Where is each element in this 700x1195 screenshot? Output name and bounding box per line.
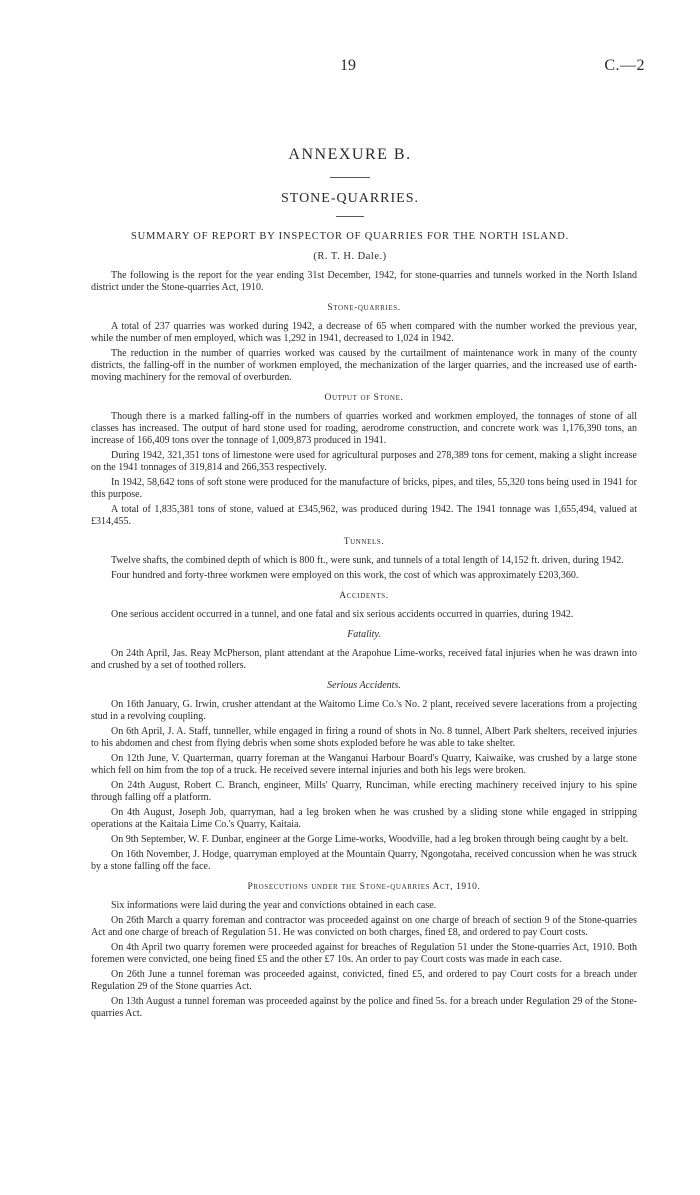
paragraph: Four hundred and forty-three workmen were employed on this work, the cost of which was approximately £203,360. xyxy=(111,570,579,581)
section-heading-stone-quarries: Stone-quarries. xyxy=(327,303,401,313)
divider-rule xyxy=(330,177,370,178)
section-heading-prosecutions: Prosecutions under the Stone-quarries Act, 1910. xyxy=(247,882,481,892)
intro-paragraph: The following is the report for the year ending 31st December, 1942, for stone-quarries and tunnels worked in the North Island district under the Stone-quarries Act, 1910. xyxy=(91,270,637,293)
report-body xyxy=(91,270,637,1023)
paragraph: The reduction in the number of quarries worked was caused by the curtailment of maintenance work in many of the county districts, the falling-off in the number of workmen employed, the mechanization of the larger quarries, and the increased use of earth-moving machinery for the removal of overburden. xyxy=(91,348,637,383)
section-heading-output: Output of Stone. xyxy=(324,393,404,403)
paragraph: On 12th June, V. Quarterman, quarry foreman at the Wanganui Harbour Board's Quarry, Kaiwaike, was crushed by a large stone which fell on him from the top of a truck. He received severe internal injuries and both his legs were broken. xyxy=(91,753,637,776)
paragraph: On 16th January, G. Irwin, crusher attendant at the Waitomo Lime Co.'s No. 2 plant, received severe lacerations from a projecting stud in a revolving coupling. xyxy=(91,699,637,722)
paragraph: On 4th August, Joseph Job, quarryman, had a leg broken when he was crushed by a sliding stone while engaged in stripping operations at the Kaitaia Lime Co.'s Quarry, Kaitaia. xyxy=(91,807,637,830)
paragraph: On 6th April, J. A. Staff, tunneller, while engaged in firing a round of shots in No. 8 tunnel, Albert Park shelters, received injuries to his abdomen and chest from flying debris when some shots exploded before he was able to take shelter. xyxy=(91,726,637,749)
paragraph: A total of 1,835,381 tons of stone, valued at £345,962, was produced during 1942. The 1941 tonnage was 1,655,494, valued at £314,455. xyxy=(91,504,637,527)
paragraph: On 26th June a tunnel foreman was proceeded against, convicted, fined £5, and ordered to pay Court costs for a breach under Regulation 29 of the Stone quarries Act. xyxy=(91,969,637,992)
paragraph: On 26th March a quarry foreman and contractor was proceeded against on one charge of breach of section 9 of the Stone-quarries Act and one charge of breach of Regulation 51. He was convicted on both charges, fined £8, and ordered to pay Court costs. xyxy=(91,915,637,938)
paragraph: On 4th April two quarry foremen were proceeded against for breaches of Regulation 51 under the Stone-quarries Act, 1910. Both foremen were convicted, one being fined £5 and the other £7 10s. An order to pay Court costs was made in each case. xyxy=(91,942,637,965)
paragraph: Twelve shafts, the combined depth of which is 800 ft., were sunk, and tunnels of a total length of 14,152 ft. driven, during 1942. xyxy=(111,555,624,566)
paragraph: Six informations were laid during the year and convictions obtained in each case. xyxy=(111,900,437,911)
paragraph: On 24th April, Jas. Reay McPherson, plant attendant at the Arapohue Lime-works, received fatal injuries when he was drawn into and crushed by a set of toothed rollers. xyxy=(91,648,637,671)
paragraph: On 13th August a tunnel foreman was proceeded against by the police and fined 5s. for a breach under Regulation 29 of the Stone-quarries Act. xyxy=(91,996,637,1019)
section-heading-fatality: Fatality. xyxy=(347,629,381,640)
paragraph: During 1942, 321,351 tons of limestone were used for agricultural purposes and 278,389 tons for cement, making a slight increase on the 1941 tonnages of 319,814 and 266,353 respectively. xyxy=(91,450,637,473)
paragraph: On 24th August, Robert C. Branch, engineer, Mills' Quarry, Runciman, while erecting machinery received injury to his spine through falling off a platform. xyxy=(91,780,637,803)
paragraph: On 16th November, J. Hodge, quarryman employed at the Mountain Quarry, Ngongotaha, received concussion when he was struck by a stone falling off the face. xyxy=(91,849,637,872)
divider-rule xyxy=(336,216,364,217)
section-heading-serious-accidents: Serious Accidents. xyxy=(327,680,401,691)
page-number: 19 xyxy=(340,57,356,74)
paragraph: One serious accident occurred in a tunnel, and one fatal and six serious accidents occurred in quarries, during 1942. xyxy=(111,609,574,620)
paragraph: A total of 237 quarries was worked during 1942, a decrease of 65 when compared with the number worked the previous year, while the number of men employed, which was 1,292 in 1941, decreased to 1,024 in 1942. xyxy=(91,321,637,344)
document-title: STONE-QUARRIES. xyxy=(280,191,420,206)
paragraph: In 1942, 58,642 tons of soft stone were produced for the manufacture of bricks, pipes, and tiles, 55,320 tons being used in 1941 for this purpose. xyxy=(91,477,637,500)
annex-heading: ANNEXURE B. xyxy=(288,146,412,163)
section-heading-tunnels: Tunnels. xyxy=(343,537,385,547)
section-heading-accidents: Accidents. xyxy=(339,591,389,601)
paragraph: On 9th September, W. F. Dunbar, engineer at the Gorge Lime-works, Woodville, had a leg broken through being caught by a belt. xyxy=(111,834,629,845)
inspector-name: (R. T. H. Dale.) xyxy=(313,251,387,262)
summary-heading: SUMMARY OF REPORT BY INSPECTOR OF QUARRIES FOR THE NORTH ISLAND. xyxy=(130,231,570,242)
document-code: C.—2 xyxy=(604,57,645,74)
paragraph: Though there is a marked falling-off in the numbers of quarries worked and workmen employed, the tonnages of stone of all classes has increased. The output of hard stone used for roading, aerodrome construction, and concrete work was 1,176,390 tons, an increase of 166,409 tons over the tonnage of 1,009,873 produced in 1941. xyxy=(91,411,637,446)
